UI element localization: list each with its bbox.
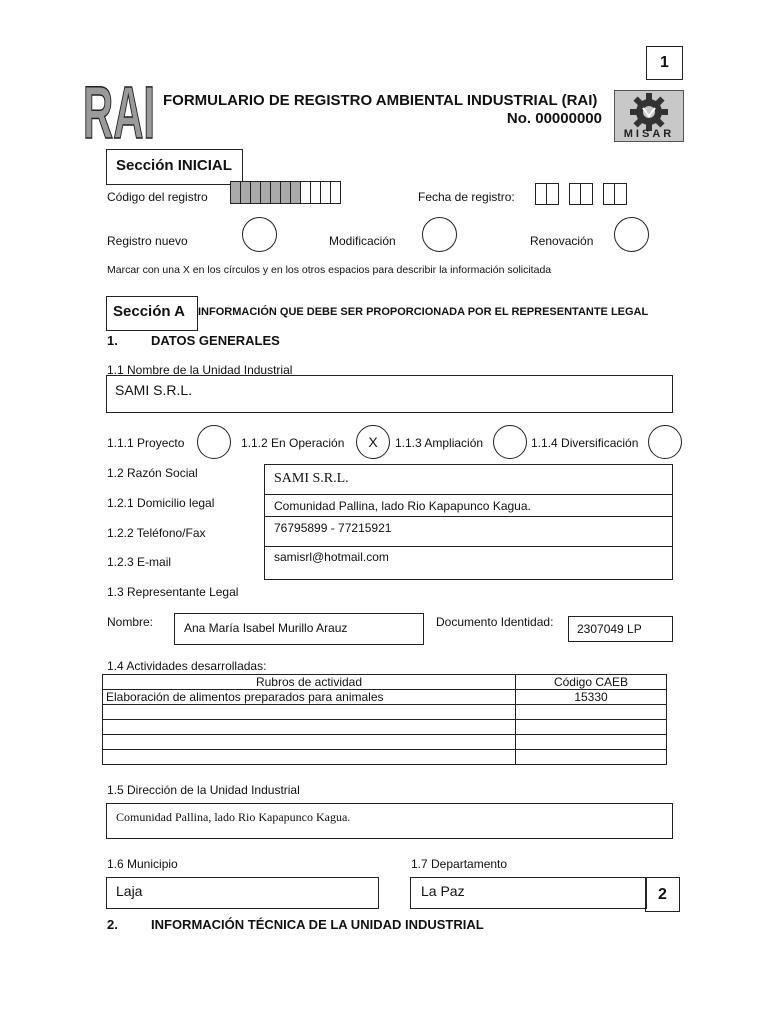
operacion-mark: X bbox=[368, 434, 378, 450]
misar-logo bbox=[614, 90, 684, 142]
codigo-label: Código del registro bbox=[107, 190, 208, 204]
page-number-bottom: 2 bbox=[658, 885, 667, 903]
fecha-mes-boxes[interactable] bbox=[569, 183, 593, 205]
renovacion-label: Renovación bbox=[530, 234, 594, 248]
razon-social-value: SAMI S.R.L. bbox=[274, 471, 349, 486]
table-cell[interactable]: Elaboración de alimentos preparados para animales bbox=[103, 690, 516, 705]
municipio-value: Laja bbox=[116, 883, 143, 899]
modificacion-label: Modificación bbox=[329, 234, 396, 248]
table-cell[interactable] bbox=[516, 750, 667, 765]
fecha-label: Fecha de registro: bbox=[418, 190, 515, 204]
codigo-registro-boxes[interactable] bbox=[230, 181, 341, 204]
nombre-value: Ana María Isabel Murillo Arauz bbox=[184, 621, 348, 635]
municipio-label: 1.6 Municipio bbox=[107, 857, 178, 871]
rai-logo bbox=[82, 71, 156, 154]
registro-nuevo-label: Registro nuevo bbox=[107, 234, 188, 248]
nombre-label: Nombre: bbox=[107, 615, 154, 629]
proyecto-circle[interactable] bbox=[197, 425, 231, 459]
documento-value: 2307049 LP bbox=[577, 622, 642, 636]
datos-generales-heading: DATOS GENERALES bbox=[151, 333, 280, 348]
table-row bbox=[103, 720, 667, 735]
table-header-row bbox=[103, 675, 667, 690]
table-cell[interactable] bbox=[103, 705, 516, 720]
ampliacion-circle[interactable] bbox=[493, 425, 527, 459]
table-cell[interactable] bbox=[516, 735, 667, 750]
registro-nuevo-circle[interactable] bbox=[242, 217, 277, 252]
datos-generales-num: 1. bbox=[107, 333, 118, 348]
telefono-field[interactable] bbox=[264, 516, 673, 547]
razon-social-label: 1.2 Razón Social bbox=[107, 466, 198, 480]
seccion-inicial-title-box bbox=[106, 149, 243, 185]
nombre-unidad-field[interactable] bbox=[106, 375, 673, 413]
email-label: 1.2.3 E-mail bbox=[107, 555, 172, 569]
page-number-box-bottom bbox=[645, 877, 680, 912]
direccion-label: 1.5 Dirección de la Unidad Industrial bbox=[107, 783, 300, 797]
form-title: FORMULARIO DE REGISTRO AMBIENTAL INDUSTRIAL (RAI) bbox=[163, 92, 598, 109]
diversificacion-circle[interactable] bbox=[648, 425, 682, 459]
nombre-unidad-value: SAMI S.R.L. bbox=[115, 382, 193, 398]
telefono-label: 1.2.2 Teléfono/Fax bbox=[107, 526, 206, 540]
fecha-anio-boxes[interactable] bbox=[603, 183, 627, 205]
operacion-circle[interactable] bbox=[356, 425, 390, 459]
section2-title: INFORMACIÓN TÉCNICA DE LA UNIDAD INDUSTRIAL bbox=[151, 917, 484, 932]
table-row bbox=[103, 735, 667, 750]
domicilio-field[interactable] bbox=[264, 494, 673, 517]
domicilio-value: Comunidad Pallina, lado Rio Kapapunco Kagua. bbox=[274, 499, 531, 513]
table-cell[interactable] bbox=[516, 720, 667, 735]
documento-field[interactable] bbox=[568, 616, 673, 642]
table-row bbox=[103, 690, 667, 705]
email-value: samisrl@hotmail.com bbox=[274, 550, 389, 564]
form-number: No. 00000000 bbox=[506, 110, 602, 127]
razon-social-field[interactable] bbox=[264, 464, 673, 495]
telefono-value: 76795899 - 77215921 bbox=[274, 521, 392, 535]
table-cell[interactable] bbox=[103, 750, 516, 765]
municipio-field[interactable] bbox=[106, 877, 379, 909]
seccion-a-title: Sección A bbox=[113, 303, 185, 320]
domicilio-label: 1.2.1 Domicilio legal bbox=[107, 496, 215, 510]
proyecto-label: 1.1.1 Proyecto bbox=[107, 436, 185, 450]
misar-text: MISAR bbox=[623, 128, 675, 140]
email-field[interactable] bbox=[264, 546, 673, 580]
table-cell[interactable]: 15330 bbox=[516, 690, 667, 705]
ampliacion-label: 1.1.3 Ampliación bbox=[395, 436, 484, 450]
modificacion-circle[interactable] bbox=[422, 217, 457, 252]
direccion-value: Comunidad Pallina, lado Rio Kapapunco Kagua. bbox=[116, 810, 351, 824]
operacion-label: 1.1.2 En Operación bbox=[241, 436, 345, 450]
table-row bbox=[103, 750, 667, 765]
actividades-label: 1.4 Actividades desarrolladas: bbox=[107, 659, 267, 673]
page-number-box bbox=[646, 46, 683, 80]
page-number: 1 bbox=[660, 54, 669, 71]
header-caeb: Código CAEB bbox=[516, 675, 667, 690]
nombre-field[interactable] bbox=[174, 613, 424, 645]
actividades-table bbox=[102, 674, 667, 765]
section2-num: 2. bbox=[107, 917, 118, 932]
seccion-a-title-box bbox=[106, 296, 198, 331]
departamento-field[interactable] bbox=[410, 877, 647, 909]
direccion-field[interactable] bbox=[106, 803, 673, 839]
table-row bbox=[103, 705, 667, 720]
seccion-a-subtitle: INFORMACIÓN QUE DEBE SER PROPORCIONADA POR EL REPRESENTANTE LEGAL bbox=[198, 306, 649, 318]
header-rubros: Rubros de actividad bbox=[103, 675, 516, 690]
documento-label: Documento Identidad: bbox=[436, 615, 554, 629]
departamento-value: La Paz bbox=[421, 883, 465, 899]
svg-text:RAI: RAI bbox=[83, 71, 155, 154]
table-cell[interactable] bbox=[103, 720, 516, 735]
diversificacion-label: 1.1.4 Diversificación bbox=[531, 436, 639, 450]
seccion-inicial-title: Sección INICIAL bbox=[116, 157, 232, 174]
table-cell[interactable] bbox=[516, 705, 667, 720]
table-cell[interactable] bbox=[103, 735, 516, 750]
departamento-label: 1.7 Departamento bbox=[411, 857, 508, 871]
nombre-unidad-label: 1.1 Nombre de la Unidad Industrial bbox=[107, 363, 293, 377]
representante-label: 1.3 Representante Legal bbox=[107, 585, 239, 599]
renovacion-circle[interactable] bbox=[614, 217, 649, 252]
fecha-dia-boxes[interactable] bbox=[535, 183, 559, 205]
instruccion-text: Marcar con una X en los círculos y en los otros espacios para describir la información solicitada bbox=[107, 264, 552, 276]
